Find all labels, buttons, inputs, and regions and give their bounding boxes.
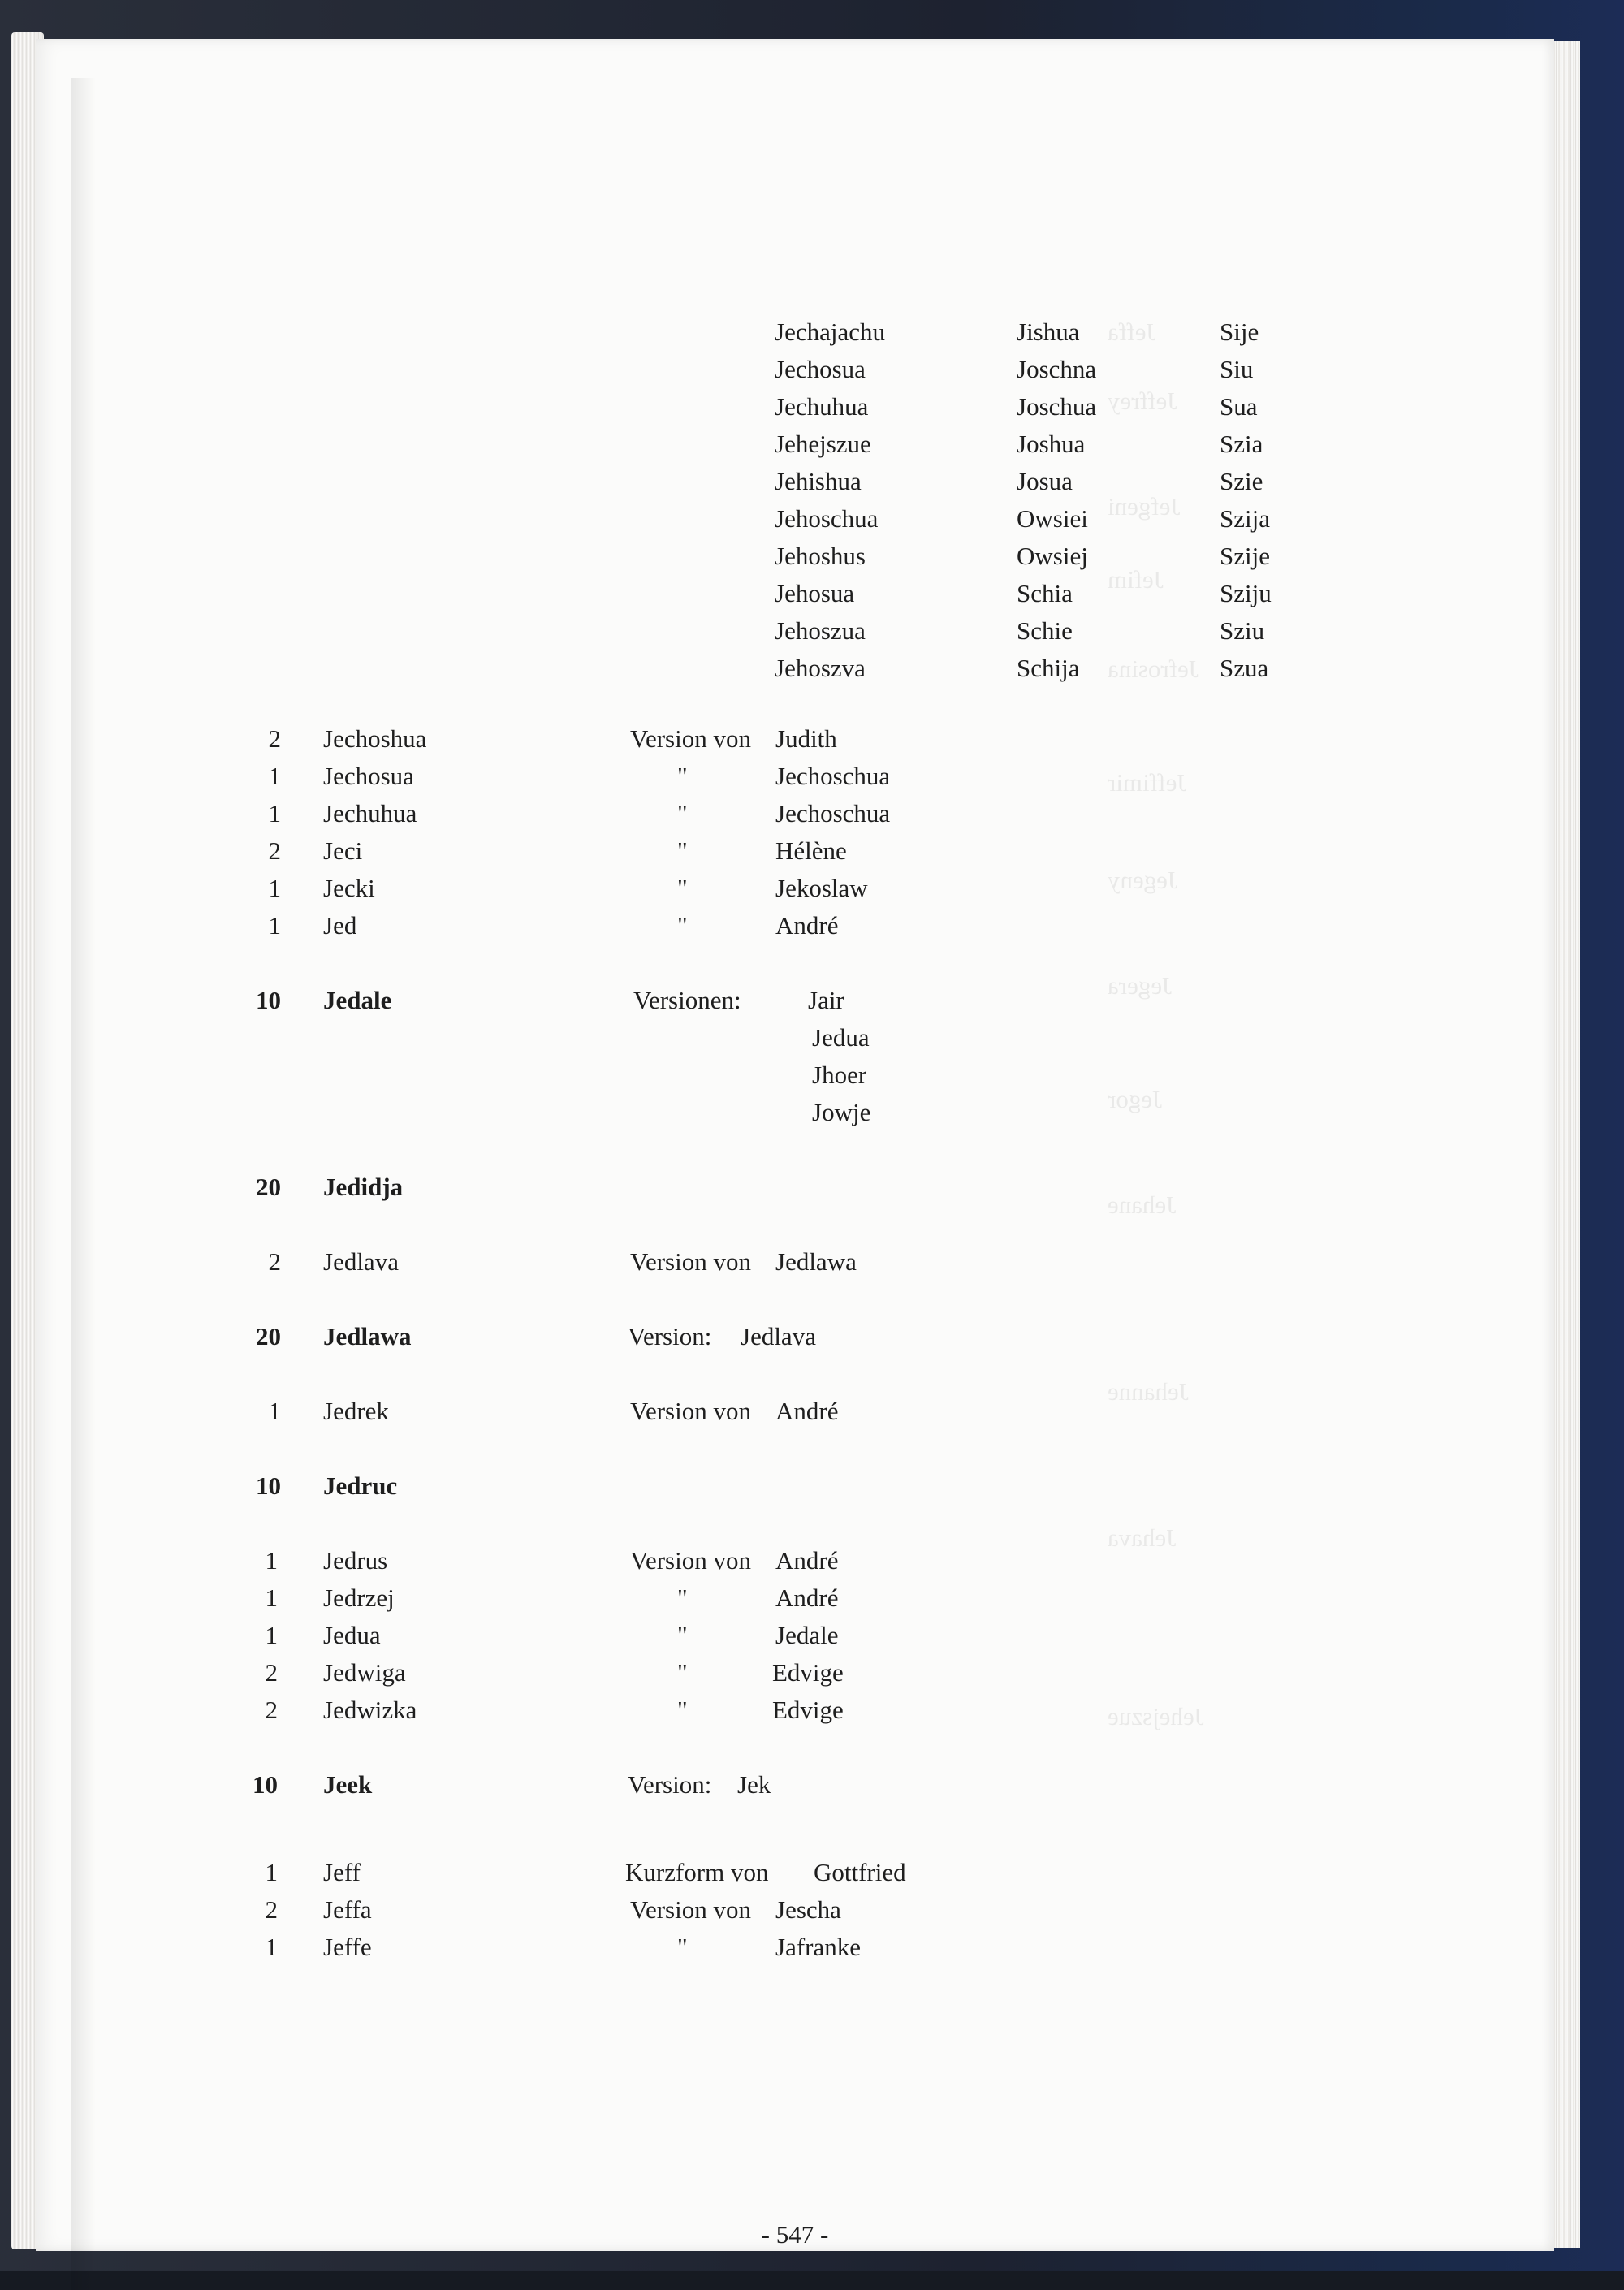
entry-count: 2 [268, 836, 281, 865]
name-variant: Owsiej [1017, 542, 1088, 570]
entry-reference: Edvige [772, 1658, 844, 1687]
entry-label: Version von [630, 1895, 751, 1924]
entry-reference: Jechoschua [775, 762, 891, 790]
entry-name: Jedrus [323, 1546, 388, 1575]
entry-reference: André [775, 911, 839, 940]
entry-reference: Jowje [812, 1098, 871, 1126]
entry-count: 2 [265, 1895, 278, 1924]
name-variant: Jehoschua [775, 504, 879, 533]
entry-name: Jeff [323, 1858, 361, 1886]
spine-shadow [71, 78, 96, 2290]
entry-count: 1 [268, 1397, 281, 1425]
entry-name: Jedale [323, 986, 392, 1014]
entry-label: Versionen: [633, 986, 741, 1014]
entry-name: Jeek [323, 1770, 373, 1799]
book-page [36, 39, 1554, 2251]
entry-name: Jeffa [323, 1895, 372, 1924]
entry-name: Jedlava [323, 1247, 399, 1276]
bleed-through-text: Jeffimir [1108, 768, 1187, 797]
name-variant: Jehishua [775, 467, 862, 495]
name-variant: Szije [1220, 542, 1270, 570]
entry-reference: Gottfried [814, 1858, 906, 1886]
name-variant: Joschua [1017, 392, 1097, 421]
entry-reference: Jek [737, 1770, 771, 1799]
entry-name: Jedrzej [323, 1584, 395, 1612]
name-variant: Jehoshus [775, 542, 866, 570]
entry-reference: André [775, 1584, 839, 1612]
name-variant: Schia [1017, 579, 1073, 607]
name-variant: Jehoszva [775, 654, 866, 682]
name-variant: Schie [1017, 616, 1073, 645]
entry-name: Jechuhua [323, 799, 417, 827]
entry-count: 2 [268, 1247, 281, 1276]
entry-name: Jeci [323, 836, 363, 865]
ditto-mark: " [677, 1621, 688, 1649]
entry-count: 20 [256, 1322, 281, 1350]
entry-name: Jedlawa [323, 1322, 412, 1350]
bleed-through-text: Jeffa [1108, 318, 1156, 346]
name-variant: Jehoszua [775, 616, 866, 645]
name-variant: Joschna [1017, 355, 1097, 383]
entry-reference: André [775, 1397, 839, 1425]
name-variant: Jishua [1017, 318, 1080, 346]
entry-reference: Jescha [775, 1895, 841, 1924]
entry-count: 10 [253, 1770, 278, 1799]
entry-name: Jedidja [323, 1173, 404, 1201]
entry-count: 10 [256, 986, 281, 1014]
entry-count: 1 [265, 1933, 278, 1961]
bleed-through-text: Jefrosina [1108, 655, 1199, 683]
bleed-through-text: Jegor [1108, 1085, 1163, 1113]
ditto-mark: " [677, 799, 688, 827]
name-variant: Sziju [1220, 579, 1272, 607]
name-variant: Siu [1220, 355, 1254, 383]
bleed-through-text: Jehava [1108, 1523, 1177, 1552]
entry-label: Kurzform von [625, 1858, 769, 1886]
entry-count: 1 [265, 1621, 278, 1649]
entry-reference: Jechoschua [775, 799, 891, 827]
entry-label: Version von [630, 1546, 751, 1575]
entry-count: 2 [268, 724, 281, 753]
entry-name: Jedua [323, 1621, 381, 1649]
entry-reference: Jair [808, 986, 844, 1014]
name-variant: Schija [1017, 654, 1080, 682]
entry-count: 2 [265, 1696, 278, 1724]
name-variant: Joshua [1017, 430, 1086, 458]
entry-reference: Jafranke [775, 1933, 861, 1961]
ditto-mark: " [677, 1658, 688, 1687]
ditto-mark: " [677, 1584, 688, 1612]
bleed-through-text: Jefim [1108, 565, 1164, 594]
entry-count: 10 [256, 1471, 281, 1500]
entry-count: 1 [265, 1546, 278, 1575]
entry-name: Jecki [323, 874, 375, 902]
entry-count: 1 [268, 911, 281, 940]
name-variant: Sziu [1220, 616, 1265, 645]
entry-reference: Edvige [772, 1696, 844, 1724]
entry-name: Jechosua [323, 762, 414, 790]
name-variant: Jechosua [775, 355, 866, 383]
name-variant: Szija [1220, 504, 1270, 533]
entry-reference: Jedlawa [775, 1247, 857, 1276]
bleed-through-text: Jefgeni [1108, 492, 1181, 521]
entry-reference: Hélène [775, 836, 847, 865]
entry-reference: Jhoer [812, 1061, 867, 1089]
ditto-mark: " [677, 762, 688, 790]
bleed-through-text: Jehanne [1108, 1377, 1189, 1406]
entry-reference: Jedua [812, 1023, 870, 1052]
entry-label: Version von [630, 1247, 751, 1276]
entry-name: Jedwiga [323, 1658, 406, 1687]
bleed-through-text: Jegeny [1108, 866, 1178, 894]
entry-count: 1 [268, 762, 281, 790]
ditto-mark: " [677, 911, 688, 940]
right-page-edges [1551, 41, 1580, 2248]
name-variant: Jehejszue [775, 430, 871, 458]
entry-name: Jedwizka [323, 1696, 417, 1724]
ditto-mark: " [677, 836, 688, 865]
name-variant: Josua [1017, 467, 1073, 495]
entry-count: 1 [265, 1858, 278, 1886]
ditto-mark: " [677, 1696, 688, 1724]
entry-label: Version: [628, 1770, 712, 1799]
entry-reference: Jedale [775, 1621, 839, 1649]
name-variant: Szia [1220, 430, 1263, 458]
entry-label: Version von [630, 724, 751, 753]
name-variant: Jechajachu [775, 318, 885, 346]
entry-reference: Judith [775, 724, 837, 753]
entry-reference: Jedlava [741, 1322, 816, 1350]
entry-name: Jedrek [323, 1397, 389, 1425]
name-variant: Szua [1220, 654, 1269, 682]
name-variant: Sua [1220, 392, 1258, 421]
entry-name: Jechoshua [323, 724, 427, 753]
name-variant: Owsiei [1017, 504, 1088, 533]
entry-reference: André [775, 1546, 839, 1575]
bleed-through-text: Jehejszue [1108, 1702, 1204, 1730]
entry-name: Jedruc [323, 1471, 398, 1500]
entry-label: Version von [630, 1397, 751, 1425]
bleed-through-text: Jeffrey [1108, 387, 1177, 415]
entry-count: 1 [268, 799, 281, 827]
entry-name: Jeffe [323, 1933, 372, 1961]
bleed-through-text: Jegera [1108, 971, 1173, 1000]
entry-name: Jed [323, 911, 357, 940]
entry-count: 1 [268, 874, 281, 902]
entry-label: Version: [628, 1322, 712, 1350]
bleed-through-text: Jehane [1108, 1190, 1177, 1219]
name-variant: Jehosua [775, 579, 855, 607]
name-variant: Jechuhua [775, 392, 869, 421]
entry-count: 1 [265, 1584, 278, 1612]
entry-count: 20 [256, 1173, 281, 1201]
page-number: - 547 - [761, 2220, 829, 2249]
entry-count: 2 [265, 1658, 278, 1687]
name-variant: Sije [1220, 318, 1259, 346]
ditto-mark: " [677, 1933, 688, 1961]
entry-reference: Jekoslaw [775, 874, 868, 902]
ditto-mark: " [677, 874, 688, 902]
name-variant: Szie [1220, 467, 1263, 495]
